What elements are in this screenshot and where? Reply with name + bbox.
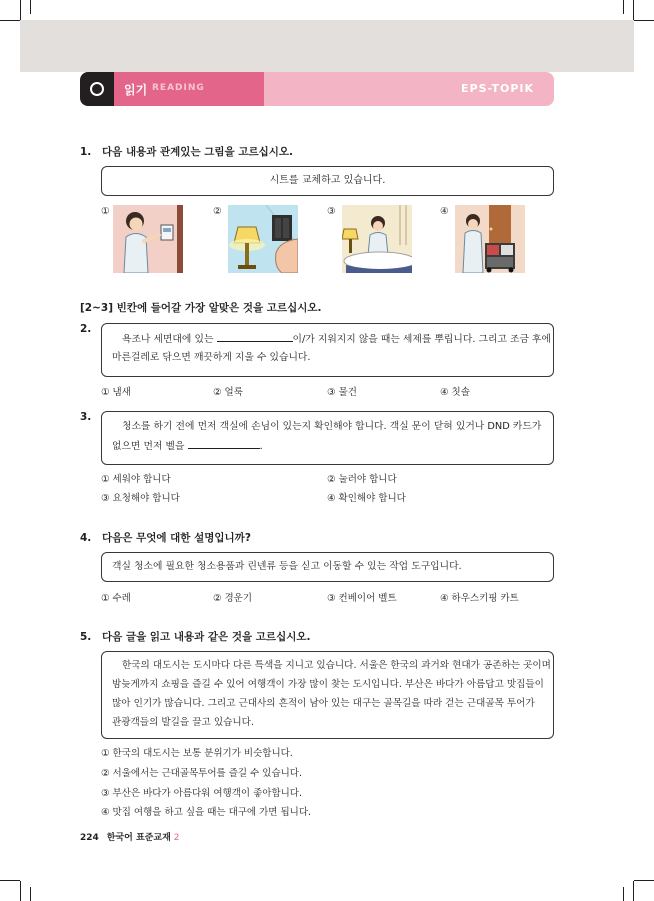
woman-with-cart-icon[interactable] [455,205,525,273]
passage-text: 마른걸레로 닦으면 깨끗하게 지울 수 있습니다. [112,352,311,363]
crop-mark [634,20,654,21]
option-2[interactable]: ② 눌러야 합니다 [327,474,397,485]
option-2[interactable]: ② 서울에서는 근대골목투어를 즐길 수 있습니다. [101,768,302,779]
question-number: 4. [80,532,92,544]
passage-text: 없으면 먼저 벨을 [112,441,185,452]
q3-passage-box [101,411,554,465]
woman-at-thermostat-icon[interactable] [113,205,183,273]
passage-line: 관광객들의 발길을 끌고 있습니다. [112,717,254,728]
question-2-number: 2. [80,323,92,335]
crop-mark [30,0,31,14]
passage-line [122,417,541,437]
q4-prompt-box [101,552,554,582]
option-4[interactable]: ④ 확인해야 합니다 [327,493,406,504]
question-1 [80,144,293,159]
answer-blank [188,436,260,449]
passage-text: . [259,441,263,452]
question-number: 5. [80,631,92,643]
reading-icon [80,72,114,106]
volume-number: 2 [173,833,180,843]
passage-line: 많아 인기가 많습니다. 그리고 근대사의 흔적이 남아 있는 대구는 골목길을 따라 걷는 근대골목 투어가 [112,698,535,709]
section-header [80,72,554,106]
option-3[interactable]: ③ 요청해야 합니다 [101,493,180,504]
question-number: 1. [80,146,92,158]
option-4[interactable]: ④ 칫솔 [440,387,470,398]
q5-passage-box [101,651,554,739]
option-3[interactable]: ③ 물건 [327,387,357,398]
crop-mark [634,880,654,881]
option-3[interactable]: ③ 부산은 바다가 아름다워 여행객이 좋아합니다. [101,788,302,799]
passage-line: 밤늦게까지 쇼핑을 즐길 수 있어 여행객이 가장 많이 찾는 도시입니다. 부산은 바다가 아름답고 맛집들이 [112,679,544,690]
top-band [20,20,634,72]
question-4 [80,530,251,545]
choice-marker[interactable]: ② [213,206,222,217]
question-text: 다음 글을 읽고 내용과 같은 것을 고르십시오. [102,631,311,643]
option-3[interactable]: ③ 컨베이어 벨트 [327,593,397,604]
woman-at-bed-icon[interactable] [342,205,412,273]
q1-prompt-box [101,166,554,196]
option-1[interactable]: ① 수레 [101,593,131,604]
option-1[interactable]: ① 세워야 합니다 [101,474,171,485]
prompt-text: 시트를 교체하고 있습니다. [269,175,386,186]
crop-mark [623,887,624,901]
crop-mark [633,881,634,901]
choice-marker[interactable]: ③ [327,206,336,217]
crop-mark [20,0,21,20]
passage-text: 이/가 지워지지 않을 때는 세제를 뿌립니다. 그리고 조금 후에 [292,334,551,345]
section-subtitle: READING [152,83,205,93]
instruction-2-3: [2~3] 빈칸에 들어갈 가장 알맞은 것을 고르십시오. [80,302,322,314]
book-title: 한국어 표준교재 [106,833,171,843]
passage-line: 한국의 대도시는 도시마다 다른 특색을 지니고 있습니다. 서울은 한국의 과거와 현대가 공존하는 곳이며 [122,660,551,671]
brand-label: EPS-TOPIK [461,82,534,95]
prompt-text: 객실 청소에 필요한 청소용품과 린넨류 등을 싣고 이동할 수 있는 작업 도구입니다. [112,561,462,572]
question-3-number: 3. [80,411,92,423]
option-1[interactable]: ① 냄새 [101,387,131,398]
q2-passage-box [101,323,554,377]
passage-text: 청소를 하기 전에 먼저 객실에 손님이 있는지 확인해야 합니다. 객실 문이 닫혀 있거나 DND 카드가 [122,421,542,432]
option-1[interactable]: ① 한국의 대도시는 보통 분위기가 비슷합니다. [101,748,293,759]
passage-text: 욕조나 세면대에 있는 [122,334,214,345]
question-text: 다음은 무엇에 대한 설명입니까? [102,532,251,544]
option-4[interactable]: ④ 하우스키핑 카트 [440,593,519,604]
page-number: 224 [80,833,99,843]
option-4[interactable]: ④ 맛집 여행을 하고 싶을 때는 대구에 가면 됩니다. [101,807,312,818]
crop-mark [633,0,634,20]
choice-marker[interactable]: ④ [440,206,449,217]
passage-line [112,348,311,368]
crop-mark [623,0,624,14]
section-title: 읽기 [124,83,148,97]
answer-blank [217,329,293,342]
choice-marker[interactable]: ① [101,206,110,217]
hand-on-light-switch-icon[interactable] [228,205,298,273]
option-2[interactable]: ② 얼룩 [213,387,243,398]
crop-mark [0,880,20,881]
option-2[interactable]: ② 경운기 [213,593,253,604]
crop-mark [0,20,20,21]
passage-line [112,436,263,457]
crop-mark [20,881,21,901]
passage-line [122,329,551,350]
question-text: 다음 내용과 관계있는 그림을 고르십시오. [102,146,294,158]
question-5 [80,629,311,644]
crop-mark [30,887,31,901]
page-footer [80,830,180,843]
